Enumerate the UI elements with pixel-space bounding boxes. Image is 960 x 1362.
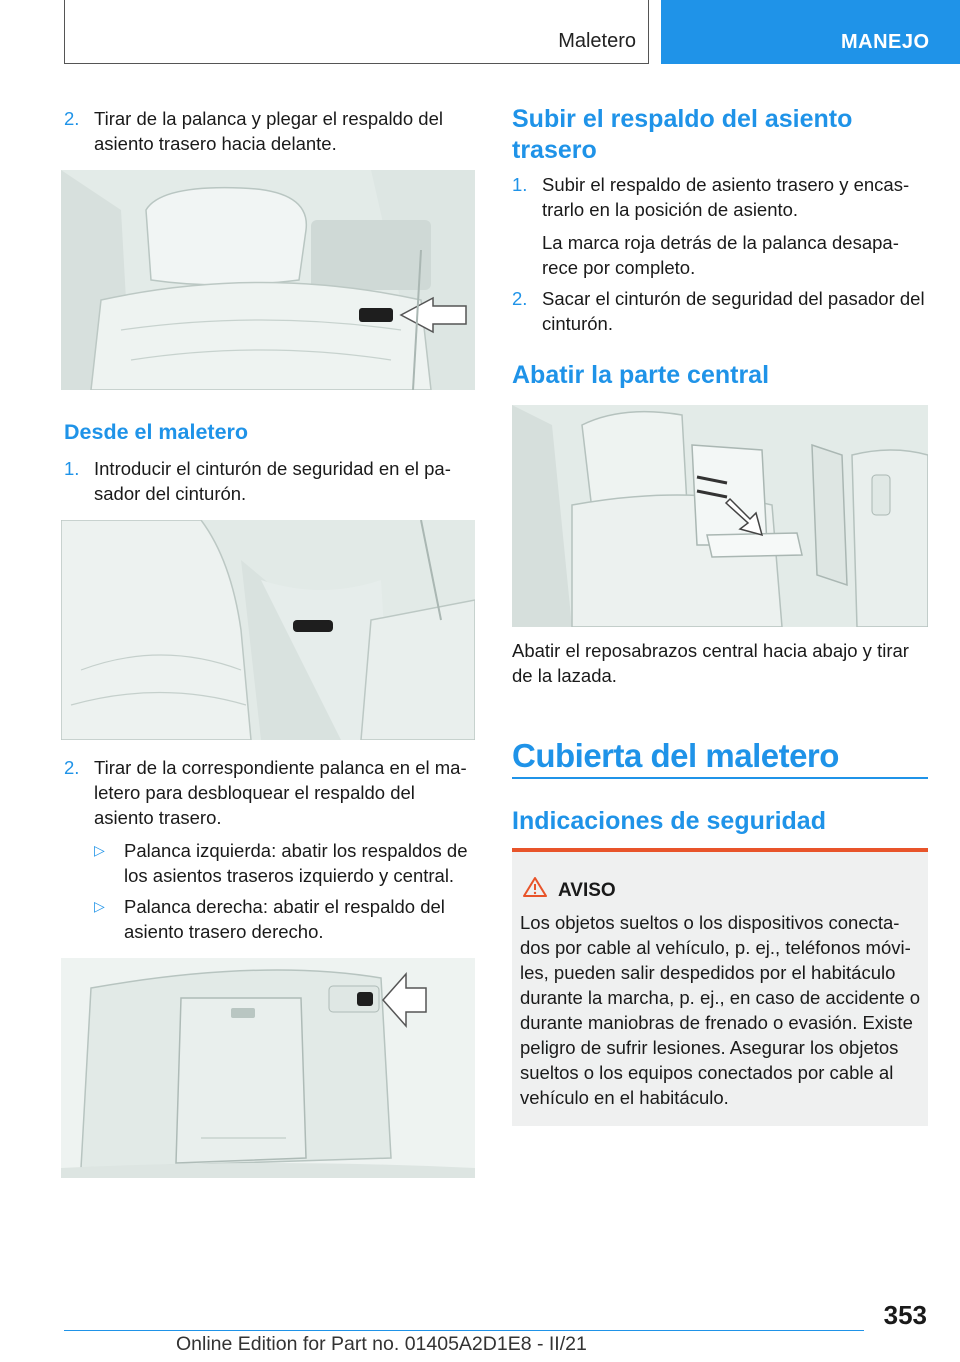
triangle-bullet-icon: ▷ bbox=[94, 898, 105, 914]
step-text: Tirar de la palanca y plegar el respaldo del asiento trasero hacia delante. bbox=[94, 108, 443, 154]
step-text: Subir el respaldo de asiento trasero y encas‐trarlo en la posición de asiento. bbox=[542, 174, 910, 220]
step-number: 2. bbox=[64, 757, 80, 778]
footer-rule bbox=[64, 1330, 864, 1331]
trunk-right-lever-illustration bbox=[61, 958, 475, 1178]
heading-desde-el-maletero: Desde el maletero bbox=[64, 420, 249, 444]
warning-box bbox=[512, 848, 928, 1126]
trunk-lever-illustration bbox=[61, 520, 475, 740]
abatir-instructions: Abatir el reposabrazos central hacia abajo y tirar de la lazada. bbox=[512, 640, 909, 686]
heading-underline bbox=[512, 777, 928, 779]
step-number: 1. bbox=[64, 458, 80, 479]
step-number: 2. bbox=[512, 288, 528, 309]
center-armrest-illustration bbox=[512, 405, 928, 627]
warning-title: AVISO bbox=[558, 880, 616, 901]
triangle-bullet-icon: ▷ bbox=[94, 842, 105, 858]
step-number: 2. bbox=[64, 108, 80, 129]
heading-cubierta-maletero: Cubierta del maletero bbox=[512, 737, 839, 774]
heading-subir-respaldo: Subir el respaldo del asiento trasero bbox=[512, 105, 853, 164]
step-1-note: La marca roja detrás de la palanca desapa‐rece por completo. bbox=[542, 232, 899, 278]
bullet-text: Palanca derecha: abatir el respaldo del asiento trasero derecho. bbox=[124, 896, 445, 942]
page-number: 353 bbox=[883, 1300, 927, 1330]
step-text: Sacar el cinturón de seguridad del pasador del cinturón. bbox=[542, 288, 925, 334]
step-text: Tirar de la correspondiente palanca en el ma‐letero para desbloquear el respaldo del asiento trasero. bbox=[94, 757, 467, 828]
header-section-title: Maletero bbox=[558, 30, 636, 52]
header-chapter-tab bbox=[661, 0, 960, 64]
header-section-box bbox=[64, 0, 649, 64]
footer-edition: Online Edition for Part no. 01405A2D1E8 - II/21 bbox=[176, 1333, 587, 1355]
seat-lever-illustration bbox=[61, 170, 475, 390]
heading-abatir-central: Abatir la parte central bbox=[512, 361, 770, 389]
step-text: Introducir el cinturón de seguridad en el pa‐sador del cinturón. bbox=[94, 458, 451, 504]
bullet-text: Palanca izquierda: abatir los respaldos de los asientos traseros izquierdo y central. bbox=[124, 840, 468, 886]
warning-triangle-icon bbox=[522, 876, 548, 903]
heading-indicaciones-seguridad: Indicaciones de seguridad bbox=[512, 807, 826, 835]
header-chapter-title: MANEJO bbox=[841, 31, 930, 53]
warning-text: Los objetos sueltos o los dispositivos conecta‐dos por cable al vehículo, p. ej., teléfonos móvi‐les, pueden salir despedidos por el habitáculo durante la marcha, p. ej., en caso de accidente o durante maniobras de frenado o evasión. Existe peligro de sufrir lesiones. Asegurar los objetos sueltos o los equipos conectados por cable al vehículo en el habitáculo. bbox=[520, 912, 921, 1108]
step-number: 1. bbox=[512, 174, 528, 195]
